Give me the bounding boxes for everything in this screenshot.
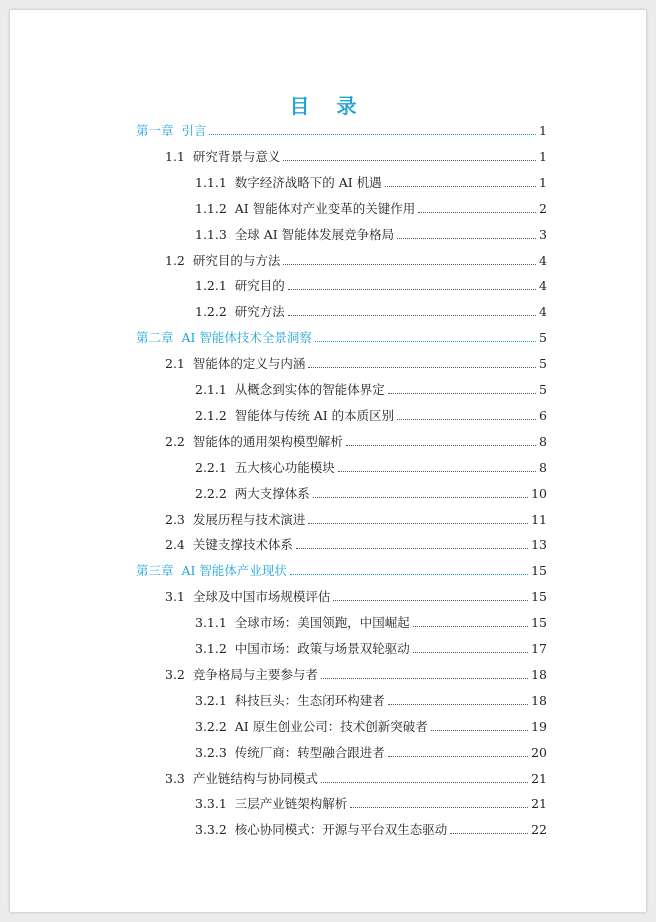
toc-dot-leader bbox=[283, 160, 536, 161]
toc-entry-number: 3.1.1 bbox=[195, 615, 227, 631]
toc-entry-title: 关键支撑技术体系 bbox=[192, 537, 293, 553]
toc-entry-number: 3.1.2 bbox=[195, 641, 227, 656]
toc-entry-number: 3.2 bbox=[165, 666, 185, 682]
toc-section-entry[interactable] bbox=[195, 741, 547, 761]
toc-dot-leader bbox=[283, 264, 536, 265]
toc-entry-number: 3.3.2 bbox=[195, 822, 227, 838]
toc-chapter-entry[interactable] bbox=[136, 559, 547, 579]
toc-page-number: 2 bbox=[539, 200, 547, 216]
toc-entry-number: 3.2.1 bbox=[195, 692, 227, 708]
toc-dot-leader bbox=[388, 756, 528, 757]
toc-entry-number: 2.2 bbox=[165, 433, 185, 449]
toc-page-number: 5 bbox=[539, 382, 547, 397]
toc-page-number: 13 bbox=[531, 537, 547, 553]
toc-page-number: 4 bbox=[539, 278, 547, 294]
toc-page-number: 1 bbox=[539, 148, 547, 164]
toc-entry-number: 2.2.2 bbox=[195, 485, 227, 501]
toc-entry-number: 2.1 bbox=[165, 356, 185, 372]
toc-page-number: 6 bbox=[539, 407, 547, 423]
toc-entry-title: 智能体与传统 AI 的本质区别 bbox=[234, 407, 395, 423]
toc-entry-number: 1.1.2 bbox=[195, 200, 227, 216]
toc-section-entry[interactable] bbox=[195, 223, 547, 243]
toc-entry-number: 1.2.2 bbox=[195, 304, 227, 320]
toc-dot-leader bbox=[431, 730, 528, 731]
toc-page-number: 3 bbox=[539, 226, 547, 242]
toc-entry-title: 三层产业链架构解析 bbox=[234, 796, 348, 812]
toc-entry-title: 发展历程与技术演进 bbox=[192, 511, 306, 527]
toc-page-number: 21 bbox=[531, 796, 547, 812]
toc-page-number: 20 bbox=[531, 744, 547, 760]
toc-section-entry[interactable] bbox=[195, 482, 547, 502]
toc-section-entry[interactable] bbox=[195, 274, 547, 294]
toc-page-number: 4 bbox=[539, 304, 547, 320]
toc-entry-number: 1.2.1 bbox=[195, 278, 227, 294]
toc-entry-number: 3.2.2 bbox=[195, 718, 227, 734]
toc-page-number: 10 bbox=[531, 485, 547, 501]
toc-dot-leader bbox=[308, 367, 536, 368]
toc-entry-number: 1.1.1 bbox=[195, 174, 227, 190]
toc-page-number: 11 bbox=[531, 511, 547, 527]
toc-entry-number: 第三章 bbox=[136, 563, 174, 579]
toc-page-number: 5 bbox=[539, 330, 547, 346]
toc-dot-leader bbox=[313, 497, 528, 498]
toc-page-number: 5 bbox=[539, 356, 547, 372]
document-page bbox=[10, 10, 646, 912]
toc-entry-title: 研究方法 bbox=[234, 304, 285, 320]
toc-entry-title: 五大核心功能模块 bbox=[234, 459, 335, 475]
toc-page-number: 18 bbox=[531, 692, 547, 708]
toc-section-entry[interactable] bbox=[195, 456, 547, 476]
toc-section-entry[interactable] bbox=[165, 145, 547, 165]
toc-page-number: 22 bbox=[531, 822, 547, 838]
toc-section-entry[interactable] bbox=[165, 352, 547, 372]
toc-chapter-entry[interactable] bbox=[136, 326, 547, 346]
toc-entry-title: 科技巨头：生态闭环构建者 bbox=[234, 692, 385, 708]
toc-section-entry[interactable] bbox=[195, 171, 547, 191]
toc-entry-title: 研究背景与意义 bbox=[192, 148, 281, 164]
toc-entry-title: 全球及中国市场规模评估 bbox=[192, 589, 331, 605]
toc-entry-number: 3.2.3 bbox=[195, 744, 227, 760]
toc-dot-leader bbox=[288, 315, 536, 316]
toc-page-number: 15 bbox=[531, 615, 547, 631]
toc-section-entry[interactable] bbox=[165, 249, 547, 269]
toc-entry-title: 智能体的定义与内涵 bbox=[192, 356, 306, 372]
toc-dot-leader bbox=[321, 782, 528, 783]
toc-section-entry[interactable] bbox=[195, 378, 547, 398]
toc-section-entry[interactable] bbox=[195, 818, 547, 838]
toc-section-entry[interactable] bbox=[195, 637, 547, 657]
toc-dot-leader bbox=[388, 704, 528, 705]
toc-dot-leader bbox=[350, 807, 528, 808]
toc-entry-number: 2.1.2 bbox=[195, 407, 227, 423]
toc-dot-leader bbox=[315, 341, 536, 342]
toc-page-number: 18 bbox=[531, 666, 547, 682]
toc-section-entry[interactable] bbox=[195, 197, 547, 217]
toc-page-number: 1 bbox=[539, 174, 547, 190]
toc-entry-title: 中国市场：政策与场景双轮驱动 bbox=[234, 641, 410, 656]
toc-section-entry[interactable] bbox=[195, 300, 547, 320]
toc-dot-leader bbox=[385, 186, 536, 187]
toc-entry-number: 2.4 bbox=[165, 537, 185, 553]
toc-section-entry[interactable] bbox=[195, 689, 547, 709]
toc-entry-number: 3.1 bbox=[165, 589, 185, 605]
toc-entry-number: 1.2 bbox=[165, 252, 185, 268]
toc-dot-leader bbox=[288, 289, 536, 290]
toc-entry-number: 3.3 bbox=[165, 770, 185, 786]
toc-entry-title: 研究目的与方法 bbox=[192, 252, 281, 268]
toc-section-entry[interactable] bbox=[165, 430, 547, 450]
toc-section-entry[interactable] bbox=[165, 767, 547, 787]
toc-entry-title: 产业链结构与协同模式 bbox=[192, 770, 318, 786]
toc-section-entry[interactable] bbox=[165, 585, 547, 605]
toc-entry-title: 竞争格局与主要参与者 bbox=[192, 666, 318, 682]
toc-dot-leader bbox=[338, 471, 536, 472]
toc-title: 目 录 bbox=[289, 94, 367, 118]
toc-dot-leader bbox=[450, 833, 528, 834]
toc-section-entry[interactable] bbox=[165, 533, 547, 553]
toc-page-number: 4 bbox=[539, 252, 547, 268]
toc-section-entry[interactable] bbox=[195, 715, 547, 735]
toc-entry-title: 引言 bbox=[181, 123, 207, 138]
toc-entry-number: 第一章 bbox=[136, 123, 174, 138]
toc-dot-leader bbox=[418, 212, 536, 213]
toc-entry-title: AI 智能体对产业变革的关键作用 bbox=[234, 200, 416, 216]
toc-dot-leader bbox=[413, 626, 528, 627]
toc-dot-leader bbox=[346, 445, 536, 446]
toc-dot-leader bbox=[397, 419, 536, 420]
toc-entry-number: 2.2.1 bbox=[195, 459, 227, 475]
toc-chapter-entry[interactable] bbox=[136, 119, 547, 139]
toc-page-number: 19 bbox=[531, 718, 547, 734]
toc-entry-title: 从概念到实体的智能体界定 bbox=[234, 382, 385, 397]
toc-entry-title: 智能体的通用架构模型解析 bbox=[192, 433, 343, 449]
toc-entry-title: 核心协同模式：开源与平台双生态驱动 bbox=[234, 822, 448, 838]
toc-section-entry[interactable] bbox=[165, 663, 547, 683]
toc-dot-leader bbox=[290, 574, 528, 575]
toc-entry-number: 2.3 bbox=[165, 511, 185, 527]
toc-dot-leader bbox=[397, 238, 536, 239]
toc-entry-number: 1.1.3 bbox=[195, 226, 227, 242]
toc-entry-title: AI 原生创业公司：技术创新突破者 bbox=[234, 718, 428, 734]
toc-page-number: 8 bbox=[539, 433, 547, 449]
toc-dot-leader bbox=[333, 600, 528, 601]
toc-dot-leader bbox=[321, 678, 528, 679]
toc-dot-leader bbox=[388, 393, 536, 394]
toc-entry-title: 全球 AI 智能体发展竞争格局 bbox=[234, 226, 395, 242]
toc-dot-leader bbox=[209, 134, 536, 135]
toc-entry-title: AI 智能体产业现状 bbox=[181, 563, 287, 579]
toc-section-entry[interactable] bbox=[195, 404, 547, 424]
toc-page-number: 17 bbox=[531, 641, 547, 656]
toc-section-entry[interactable] bbox=[195, 611, 547, 631]
toc-dot-leader bbox=[413, 652, 528, 653]
toc-entry-title: 全球市场：美国领跑，中国崛起 bbox=[234, 615, 410, 631]
toc-entry-number: 2.1.1 bbox=[195, 382, 227, 397]
toc-entry-number: 第二章 bbox=[136, 330, 174, 346]
toc-entry-title: 数字经济战略下的 AI 机遇 bbox=[234, 174, 382, 190]
toc-dot-leader bbox=[296, 548, 528, 549]
toc-entry-title: 两大支撑体系 bbox=[234, 485, 310, 501]
toc-page-number: 21 bbox=[531, 770, 547, 786]
toc-page-number: 8 bbox=[539, 459, 547, 475]
toc-entry-title: 研究目的 bbox=[234, 278, 285, 294]
toc-entry-number: 3.3.1 bbox=[195, 796, 227, 812]
toc-dot-leader bbox=[308, 523, 528, 524]
toc-page-number: 1 bbox=[539, 123, 547, 138]
toc-section-entry[interactable] bbox=[165, 508, 547, 528]
toc-page-number: 15 bbox=[531, 563, 547, 579]
toc-page-number: 15 bbox=[531, 589, 547, 605]
toc-entry-number: 1.1 bbox=[165, 148, 185, 164]
toc-entry-title: AI 智能体技术全景洞察 bbox=[181, 330, 312, 346]
toc-section-entry[interactable] bbox=[195, 792, 547, 812]
toc-entry-title: 传统厂商：转型融合跟进者 bbox=[234, 744, 385, 760]
